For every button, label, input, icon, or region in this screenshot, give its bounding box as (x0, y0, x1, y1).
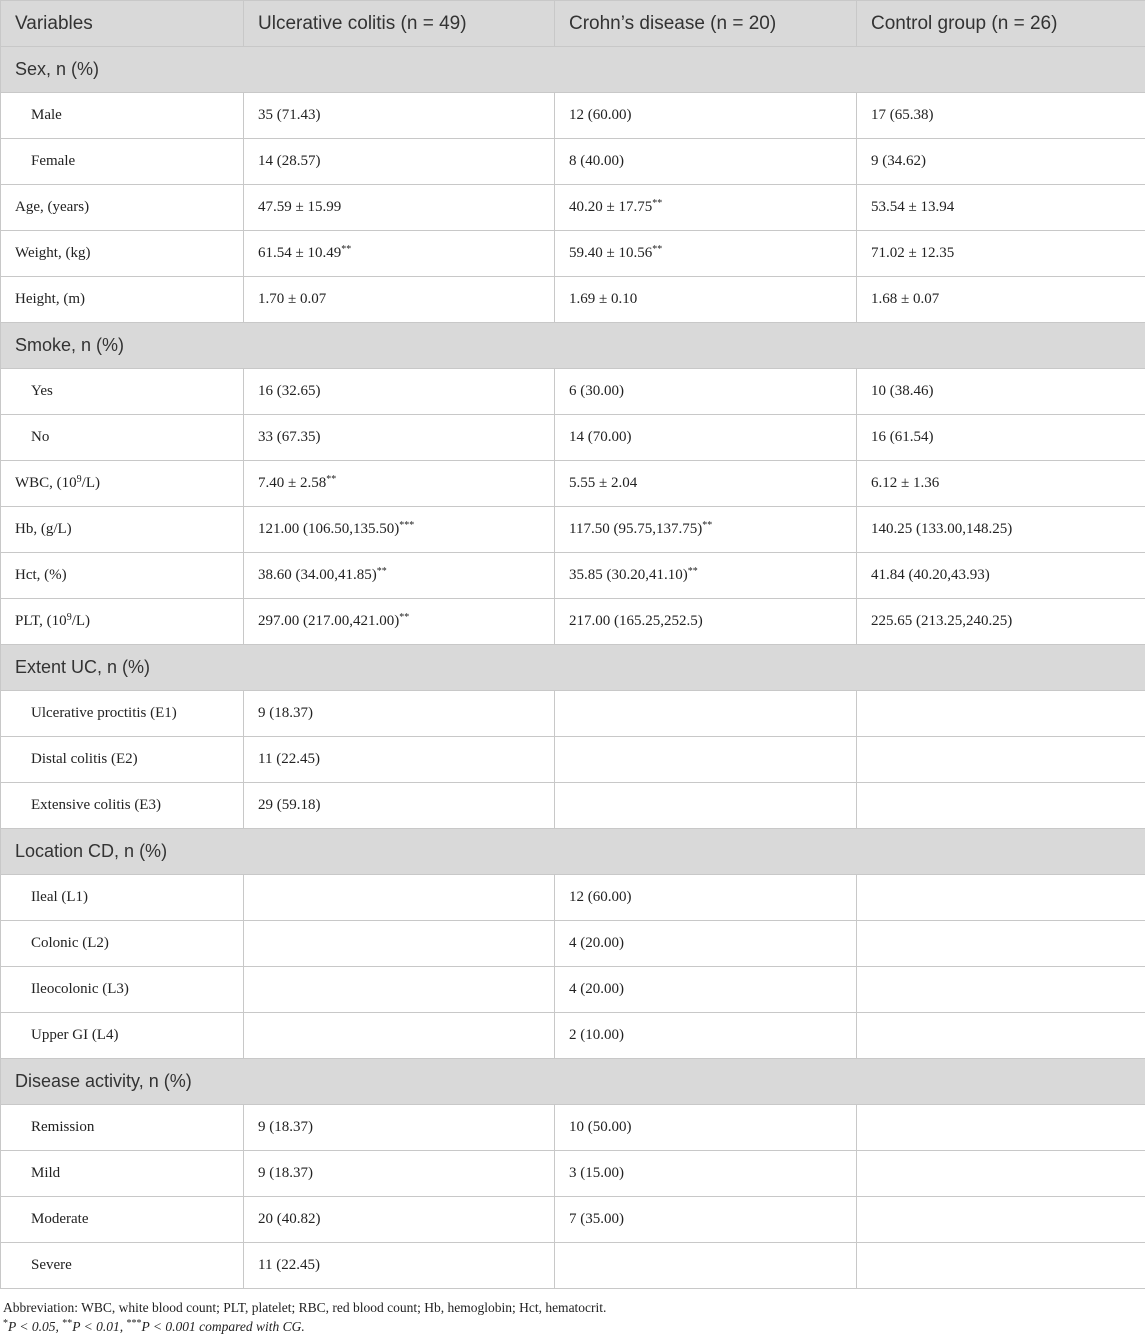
sig-text: P < 0.001 compared with CG. (142, 1319, 305, 1334)
section-label: Extent UC, n (%) (1, 645, 1145, 691)
significance-marker: ** (341, 244, 351, 255)
sig-text: P < 0.01, (72, 1319, 126, 1334)
row-label-text: Ulcerative proctitis (E1) (31, 705, 177, 721)
table-row (1, 139, 1145, 185)
cell-value: 6.12 ± 1.36 (871, 475, 939, 491)
row-label (1, 139, 244, 185)
cell-crohns-disease (555, 921, 857, 967)
significance-marker: ** (702, 520, 712, 531)
table-footnote (0, 1289, 1145, 1336)
cell-value: 8 (40.00) (569, 153, 624, 169)
cell-value: 35.85 (30.20,41.10) (569, 567, 688, 583)
cell-value: 9 (18.37) (258, 1119, 313, 1135)
significance-marker: ** (652, 244, 662, 255)
row-label (1, 599, 244, 645)
cell-ulcerative-colitis (244, 875, 555, 921)
cell-ulcerative-colitis (244, 737, 555, 783)
header-crohns-disease: Crohn’s disease (n = 20) (555, 1, 857, 47)
section-label: Smoke, n (%) (1, 323, 1145, 369)
cell-control-group (857, 1151, 1145, 1197)
table-row (1, 553, 1145, 599)
cell-value: 9 (18.37) (258, 1165, 313, 1181)
cell-value: 6 (30.00) (569, 383, 624, 399)
table-row (1, 783, 1145, 829)
table-row (1, 231, 1145, 277)
row-label (1, 783, 244, 829)
cell-crohns-disease (555, 1197, 857, 1243)
cell-value: 11 (22.45) (258, 751, 320, 767)
cell-value: 117.50 (95.75,137.75) (569, 521, 702, 537)
row-label-text: Upper GI (L4) (31, 1027, 118, 1043)
cell-control-group (857, 1105, 1145, 1151)
table-row (1, 1013, 1145, 1059)
cell-value: 35 (71.43) (258, 107, 321, 123)
section-label: Location CD, n (%) (1, 829, 1145, 875)
cell-value: 2 (10.00) (569, 1027, 624, 1043)
cell-ulcerative-colitis (244, 1197, 555, 1243)
cell-ulcerative-colitis (244, 967, 555, 1013)
table-row (1, 875, 1145, 921)
row-label-text: Severe (31, 1257, 72, 1273)
cell-value: 40.20 ± 17.75 (569, 199, 652, 215)
row-label (1, 691, 244, 737)
row-label (1, 1013, 244, 1059)
cell-value: 10 (38.46) (871, 383, 934, 399)
cell-control-group (857, 921, 1145, 967)
row-label-text: No (31, 429, 49, 445)
cell-crohns-disease (555, 875, 857, 921)
row-label (1, 921, 244, 967)
cell-crohns-disease (555, 783, 857, 829)
cell-value: 38.60 (34.00,41.85) (258, 567, 377, 583)
cell-value: 17 (65.38) (871, 107, 934, 123)
cell-crohns-disease (555, 231, 857, 277)
row-label (1, 1151, 244, 1197)
row-label-text: Mild (31, 1165, 60, 1181)
cell-value: 7 (35.00) (569, 1211, 624, 1227)
cell-ulcerative-colitis (244, 415, 555, 461)
table-header-row (1, 1, 1145, 47)
row-label (1, 875, 244, 921)
cell-value: 71.02 ± 12.35 (871, 245, 954, 261)
table-row (1, 691, 1145, 737)
table-row (1, 415, 1145, 461)
cell-crohns-disease (555, 461, 857, 507)
cell-crohns-disease (555, 1105, 857, 1151)
row-label-text: Ileocolonic (L3) (31, 981, 129, 997)
row-label-text: Weight, (kg) (15, 245, 90, 261)
significance-marker: ** (688, 566, 698, 577)
row-label-text: WBC, (10 (15, 475, 77, 491)
table-row (1, 921, 1145, 967)
cell-crohns-disease (555, 1013, 857, 1059)
sig-text: P < 0.05, (8, 1319, 62, 1334)
row-label-text: PLT, (10 (15, 613, 67, 629)
table-row (1, 967, 1145, 1013)
table-row (1, 461, 1145, 507)
cell-ulcerative-colitis (244, 553, 555, 599)
cell-value: 225.65 (213.25,240.25) (871, 613, 1012, 629)
row-label-text: Moderate (31, 1211, 88, 1227)
section-row (1, 47, 1145, 93)
cell-control-group (857, 599, 1145, 645)
cell-value: 12 (60.00) (569, 107, 632, 123)
unit-exponent: 9 (67, 612, 72, 623)
cell-ulcerative-colitis (244, 231, 555, 277)
cell-ulcerative-colitis (244, 1243, 555, 1289)
cell-value: 33 (67.35) (258, 429, 321, 445)
cell-value: 4 (20.00) (569, 935, 624, 951)
cell-ulcerative-colitis (244, 691, 555, 737)
row-label-text: Remission (31, 1119, 94, 1135)
cell-ulcerative-colitis (244, 599, 555, 645)
cell-value: 9 (18.37) (258, 705, 313, 721)
table-row (1, 507, 1145, 553)
cell-crohns-disease (555, 93, 857, 139)
cell-value: 61.54 ± 10.49 (258, 245, 341, 261)
cell-control-group (857, 1013, 1145, 1059)
header-ulcerative-colitis: Ulcerative colitis (n = 49) (244, 1, 555, 47)
significance-marker: ** (652, 198, 662, 209)
cell-value: 5.55 ± 2.04 (569, 475, 637, 491)
row-label-text: Age, (years) (15, 199, 89, 215)
cell-ulcerative-colitis (244, 783, 555, 829)
header-control-group: Control group (n = 26) (857, 1, 1145, 47)
cell-value: 3 (15.00) (569, 1165, 624, 1181)
significance-marker: ** (399, 612, 409, 623)
section-row (1, 829, 1145, 875)
cell-crohns-disease (555, 185, 857, 231)
cell-ulcerative-colitis (244, 139, 555, 185)
cell-value: 297.00 (217.00,421.00) (258, 613, 399, 629)
table-row (1, 599, 1145, 645)
cell-value: 41.84 (40.20,43.93) (871, 567, 990, 583)
cell-crohns-disease (555, 139, 857, 185)
cell-crohns-disease (555, 553, 857, 599)
cell-value: 1.69 ± 0.10 (569, 291, 637, 307)
cell-ulcerative-colitis (244, 1105, 555, 1151)
cell-ulcerative-colitis (244, 1013, 555, 1059)
cell-ulcerative-colitis (244, 185, 555, 231)
cell-control-group (857, 691, 1145, 737)
unit-exponent: 9 (77, 474, 82, 485)
row-label (1, 231, 244, 277)
cell-control-group (857, 1197, 1145, 1243)
row-label (1, 1105, 244, 1151)
cell-crohns-disease (555, 599, 857, 645)
cell-value: 7.40 ± 2.58 (258, 475, 326, 491)
cell-ulcerative-colitis (244, 277, 555, 323)
row-label (1, 1243, 244, 1289)
cell-value: 29 (59.18) (258, 797, 321, 813)
cell-value: 1.70 ± 0.07 (258, 291, 326, 307)
cell-crohns-disease (555, 507, 857, 553)
significance-marker: ** (377, 566, 387, 577)
cell-ulcerative-colitis (244, 921, 555, 967)
cell-control-group (857, 507, 1145, 553)
section-label: Sex, n (%) (1, 47, 1145, 93)
cell-crohns-disease (555, 369, 857, 415)
row-label (1, 415, 244, 461)
cell-control-group (857, 875, 1145, 921)
cell-crohns-disease (555, 277, 857, 323)
row-label (1, 737, 244, 783)
row-label-unit: /L) (82, 475, 100, 491)
cell-value: 14 (28.57) (258, 153, 321, 169)
table-row (1, 1197, 1145, 1243)
cell-value: 20 (40.82) (258, 1211, 321, 1227)
row-label-text: Hb, (g/L) (15, 521, 72, 537)
cell-value: 12 (60.00) (569, 889, 632, 905)
section-label: Disease activity, n (%) (1, 1059, 1145, 1105)
row-label (1, 185, 244, 231)
cell-control-group (857, 231, 1145, 277)
row-label-text: Male (31, 107, 62, 123)
row-label-text: Distal colitis (E2) (31, 751, 138, 767)
row-label-unit: /L) (72, 613, 90, 629)
cell-crohns-disease (555, 415, 857, 461)
cell-control-group (857, 369, 1145, 415)
cell-control-group (857, 783, 1145, 829)
cell-value: 10 (50.00) (569, 1119, 632, 1135)
cell-control-group (857, 967, 1145, 1013)
cell-ulcerative-colitis (244, 507, 555, 553)
cell-value: 4 (20.00) (569, 981, 624, 997)
row-label-text: Height, (m) (15, 291, 85, 307)
significance-marker: ** (326, 474, 336, 485)
cell-value: 1.68 ± 0.07 (871, 291, 939, 307)
cell-value: 16 (61.54) (871, 429, 934, 445)
cell-control-group (857, 93, 1145, 139)
sig-mark: * (3, 1318, 8, 1329)
row-label-text: Colonic (L2) (31, 935, 109, 951)
table-row (1, 277, 1145, 323)
cell-value: 9 (34.62) (871, 153, 926, 169)
row-label (1, 553, 244, 599)
cell-value: 16 (32.65) (258, 383, 321, 399)
cell-crohns-disease (555, 1151, 857, 1197)
table-row (1, 369, 1145, 415)
sig-mark: *** (127, 1318, 142, 1329)
table-row (1, 185, 1145, 231)
header-variables: Variables (1, 1, 244, 47)
cell-value: 121.00 (106.50,135.50) (258, 521, 399, 537)
row-label (1, 461, 244, 507)
significance-marker: *** (399, 520, 414, 531)
cell-value: 11 (22.45) (258, 1257, 320, 1273)
row-label (1, 277, 244, 323)
row-label (1, 1197, 244, 1243)
row-label (1, 967, 244, 1013)
section-row (1, 1059, 1145, 1105)
cell-value: 53.54 ± 13.94 (871, 199, 954, 215)
cell-value: 59.40 ± 10.56 (569, 245, 652, 261)
cell-value: 47.59 ± 15.99 (258, 199, 341, 215)
row-label-text: Ileal (L1) (31, 889, 88, 905)
cell-control-group (857, 185, 1145, 231)
section-row (1, 645, 1145, 691)
cell-crohns-disease (555, 1243, 857, 1289)
cell-crohns-disease (555, 967, 857, 1013)
row-label-text: Hct, (%) (15, 567, 67, 583)
row-label-text: Yes (31, 383, 53, 399)
table-row (1, 1243, 1145, 1289)
table-body (1, 47, 1145, 1289)
cell-value: 217.00 (165.25,252.5) (569, 613, 703, 629)
row-label (1, 93, 244, 139)
cell-control-group (857, 139, 1145, 185)
table-row (1, 737, 1145, 783)
table-row (1, 93, 1145, 139)
cell-ulcerative-colitis (244, 369, 555, 415)
row-label (1, 369, 244, 415)
abbreviation-note: Abbreviation: WBC, white blood count; PLT, platelet; RBC, red blood count; Hb, hemoglobin; Hct, hematocrit. (3, 1298, 1145, 1317)
sig-mark: ** (62, 1318, 72, 1329)
cell-ulcerative-colitis (244, 461, 555, 507)
cell-control-group (857, 461, 1145, 507)
cell-control-group (857, 737, 1145, 783)
cell-ulcerative-colitis (244, 93, 555, 139)
cell-control-group (857, 1243, 1145, 1289)
cell-value: 140.25 (133.00,148.25) (871, 521, 1012, 537)
row-label (1, 507, 244, 553)
section-row (1, 323, 1145, 369)
cell-crohns-disease (555, 737, 857, 783)
row-label-text: Extensive colitis (E3) (31, 797, 161, 813)
cell-control-group (857, 415, 1145, 461)
cell-ulcerative-colitis (244, 1151, 555, 1197)
row-label-text: Female (31, 153, 75, 169)
table-row (1, 1151, 1145, 1197)
table-row (1, 1105, 1145, 1151)
cell-control-group (857, 277, 1145, 323)
cell-control-group (857, 553, 1145, 599)
cell-value: 14 (70.00) (569, 429, 632, 445)
cell-crohns-disease (555, 691, 857, 737)
